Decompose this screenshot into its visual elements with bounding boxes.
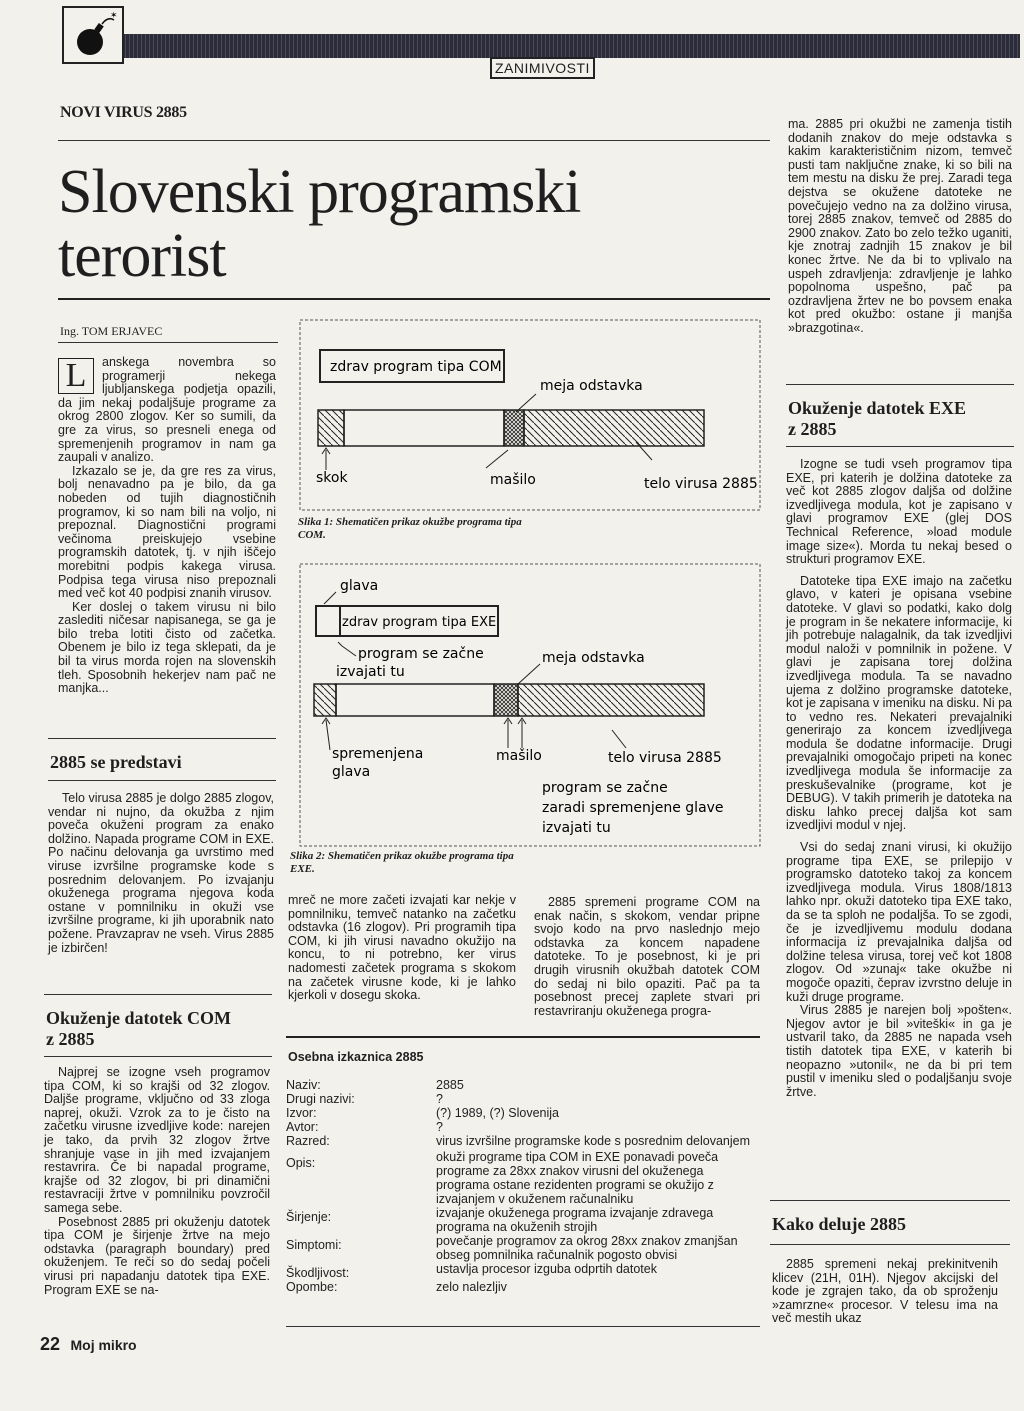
predstavi-text xyxy=(48,792,274,955)
section-tag xyxy=(490,57,595,79)
headline-line-1: Slovenski programski xyxy=(58,158,581,226)
intro-paragraph-1: anskega novembra so programerji nekega ljubljanskega podjetja opazili, da jim nekaj podaljšuje programe za okrog 2800 zlogov. Ker so sumili, da gre za virus, so presneli enega od spremenjenih programov in nam ga zaupali v analizo. xyxy=(58,355,276,465)
middle-left-text xyxy=(288,894,516,1003)
id-card-row: Škodljivost: ustavlja procesor izguba odprtih datotek xyxy=(286,1262,657,1280)
footer xyxy=(40,1334,137,1355)
okuzenje-exe-paragraph-1: Izogne se tudi vseh programov tipa EXE, pri katerih je dolžina datoteke za več kot 2885 zlogov daljša od dolžine izvedljivega modula, kot je zapisano v glavi programov EXE (glej DOS Technical Reference, »load module image size«). Morda tu nekaj besed o strukturi programov EXE. xyxy=(786,457,1012,567)
fig1-healthy-program-label: zdrav program tipa COM xyxy=(330,359,502,375)
subhead-okuzenje-exe-line-1: Okuženje datotek EXE xyxy=(788,398,967,418)
okuzenje-exe-text xyxy=(786,458,1012,1099)
id-card-row: Izvor: (?) 1989, (?) Slovenija xyxy=(286,1106,559,1120)
fig2-start-label-1: program se začne xyxy=(358,646,484,662)
figure-1-caption: Slika 1: Shematičen prikaz okužbe programa tipa COM. xyxy=(298,516,522,541)
headline xyxy=(58,160,580,288)
fig2-note-3: izvajati tu xyxy=(542,820,611,836)
okuzenje-com-paragraph-2: Posebnost 2885 pri okuženju datotek tipa COM je širjenje žrtve na mejo odstavka (paragraph boundary) pred okuženjem. Te reči so do sedaj počeli virusi pri napadanju datotek tipa EXE. Program EXE se na- xyxy=(44,1214,270,1297)
magazine-name: Moj mikro xyxy=(70,1337,137,1353)
figure-2-diagram xyxy=(296,562,764,850)
fig2-mask-block xyxy=(494,684,518,716)
kicker: NOVI VIRUS 2885 xyxy=(60,104,187,121)
intro-paragraph-2: Izkazalo se je, da gre res za virus, bolj nenavadno pa je bilo, da ga nobeden od tujih diagnostičnih programov, ki so nam bili na voljo, ni prepoznal. Diagnostični programi večinoma preiskujejo vsebine programskih datotek, tj. v njih iščejo morebitni podpis kakega virusa. Podpisa tega virusa niso prepoznali med več kot 40 podpisi znanih virusov. xyxy=(58,463,276,601)
fig2-changed-header-2: glava xyxy=(332,764,371,780)
fig2-note-2: zaradi spremenjene glave xyxy=(542,800,724,816)
fig1-jump-block xyxy=(318,410,344,446)
okuzenje-com-paragraph-1: Najprej se izogne vseh programov tipa COM, ki so krajši od 32 zlogov. Daljše programe, vključno od 33 zloga naprej, okuži. Vzrok za to je čisto na začetku virusne izvedljive kode: narejen je tako, da prvih 32 zlogov žrtve shranjuje vase in jih med izvajanjem restavrira. Če bi napadal programe, krajše od 32 zlogov, bi pri dinamični restavraciji žrtve v pomnilniku povzročil samega sebe. xyxy=(44,1065,270,1215)
fig2-header-block xyxy=(314,684,336,716)
figure-2-caption: Slika 2: Shematičen prikaz okužbe programa tipa EXE. xyxy=(290,850,514,875)
svg-text:✶: ✶ xyxy=(110,11,118,21)
fig2-program-bar xyxy=(336,684,494,716)
intro-paragraph-3: Ker doslej o takem virusu ni bilo zaslediti ničesar napisanega, se ga je bilo treba lotiti čisto od začetka. Obenem je bilo iz tega sklepati, da je bil ta virus morda rojen na slovenskih tleh. Sposobnih hekerjev nam pač ne manjka... xyxy=(58,599,276,696)
top-banner-bar xyxy=(62,34,1020,58)
col4-top-text xyxy=(788,118,1012,336)
figure-1-diagram xyxy=(296,318,764,518)
fig1-jump-label: skok xyxy=(316,470,348,486)
kako-deluje-text xyxy=(772,1258,998,1326)
subhead-okuzenje-exe xyxy=(788,398,966,440)
fig2-start-label-2: izvajati tu xyxy=(336,664,405,680)
id-card-row: Avtor: ? xyxy=(286,1120,443,1134)
dropcap-letter: L xyxy=(65,357,87,394)
id-card-row: Opombe: zelo nalezljiv xyxy=(286,1280,507,1294)
headline-line-2: terorist xyxy=(58,222,226,290)
subhead-okuzenje-com-line-2: z 2885 xyxy=(46,1029,95,1049)
id-card-row: Razred: virus izvršilne programske kode s posrednim delovanjem xyxy=(286,1134,751,1148)
fig2-boundary-label: meja odstavka xyxy=(542,650,645,666)
middle-right-paragraph: 2885 spremeni programe COM na enak način, s skokom, vendar pripne svojo kodo na prvo naslednjo mejo odstavka za koncem napadene datoteke. To je posebnost, ki je pri drugih virusnih okužbah datotek COM do sedaj ni bilo opaziti. Pač pa ta posebnost precej zaplete stvari pri restavriranju okuženega progra- xyxy=(534,895,760,1018)
logo-box xyxy=(62,6,124,64)
id-card-row: Simptomi: povečanje programov za okrog 28xx znakov zmanjšan obseg pomnilnika računalnik pogosto obvisi xyxy=(286,1234,738,1262)
col4-top-paragraph: ma. 2885 pri okužbi ne zamenja tistih dodanih znakov do meje odstavka s kakim karakterističnim nizom, temveč pusti tam naključne znake, ki so bili na tem mestu na disku že prej. Zaradi tega dejstva se okužene datoteke ne povečujejo vedno na za dolžino virusa, torej 2885 znakov, temveč od 2885 do 2900 znakov. Zato bo zelo težko uganiti, kje znotraj zadnjih 15 znakov je bil konec žrtve. Ne da bi to vplivalo na uspeh zdravljenja: zdravljenje je lahko popolnoma uspešno, pač pa ozdravljena žrtev ne bo povsem enaka kot pred okužbo: ostane ji manjša »brazgotina«. xyxy=(788,117,1012,335)
subhead-predstavi: 2885 se predstavi xyxy=(50,752,182,772)
intro-text xyxy=(58,356,276,696)
fig1-program-bar xyxy=(344,410,504,446)
okuzenje-exe-paragraph-2: Datoteke tipa EXE imajo na začetku glavo, v kateri je opisana vsebine datoteke. V glavi so podatki, kako dolg je program in še nekatere informacije, ki jih potrebuje nalagalnik, da tak izvedljivi modul naloži v pomnilnik in požene. V glavi je zapisana torej dolžina izvedljivega modula. Ta se navadno ujema z dolžino programske datoteke, kot je zapisana v imeniku na disku. Ni pa to vedno res. Nekateri prevajalniki generirajo za koncem izvedljivega modula še dodatne informacije. Drugi prevajalniki omogočajo pripeti na konec izvedljivega modula še informacije za preskuševalnike (programe, kot je DEBUG). V takih primerih je datoteka na disku lahko precej daljša kot sam izvedljivi modul v njej. xyxy=(786,573,1012,833)
kako-deluje-paragraph: 2885 spremeni nekaj prekinitvenih klicev (21H, 01H). Njegov akcijski del kode je zgrajen tako, da ob sproženju »zamrzne« procesor. V telesu ima na več mestih ukaz xyxy=(772,1257,998,1326)
fig2-header-label: glava xyxy=(340,578,379,594)
fig2-healthy-program-label: zdrav program tipa EXE xyxy=(342,615,497,630)
fig1-mask-block xyxy=(504,410,524,446)
fig1-virus-body-label: telo virusa 2885 xyxy=(644,476,758,492)
page-number: 22 xyxy=(40,1334,61,1354)
fig2-note-1: program se začne xyxy=(542,780,668,796)
fig2-mask-label: mašilo xyxy=(496,748,542,764)
subhead-okuzenje-com-line-1: Okuženje datotek COM xyxy=(46,1008,231,1028)
id-card-table xyxy=(286,1078,760,1294)
fig1-virus-body-block xyxy=(524,410,704,446)
fig1-mask-label: mašilo xyxy=(490,472,536,488)
fig2-changed-header-1: spremenjena xyxy=(332,746,424,762)
predstavi-paragraph: Telo virusa 2885 je dolgo 2885 zlogov, vendar ni nujno, da okužba z njim poveča okuženi program za enako dolžino. Napada programe COM in EXE. Po načinu delovanja ga uvrstimo med viruse izvršilne programske kode s posrednim delovanjem. Po izvajanju okuženega programa njegova koda ostane v pomnilniku in okuži vse izvršilne programe, ki jih uporabnik nato požene. Pravzaprav ne vseh. Virus 2885 je izbirčen! xyxy=(48,791,274,955)
middle-left-paragraph: mreč ne more začeti izvajati kar nekje v pomnilniku, temveč natanko na začetku odstavka (16 zlogov). Pri programih tipa COM, ki jih virusi navadno okužijo na koncu, to ni potrebno, ker virus nadomesti začetek programa s skokom na začetek virusne kode, ki je lahko kjerkoli v dosegu skoka. xyxy=(288,893,516,1003)
fig1-boundary-label: meja odstavka xyxy=(540,378,643,394)
id-card-row: Drugi nazivi: ? xyxy=(286,1092,443,1106)
section-tag-label: ZANIMIVOSTI xyxy=(495,60,590,76)
dropcap xyxy=(58,358,94,394)
subhead-okuzenje-exe-line-2: z 2885 xyxy=(788,419,837,439)
subhead-kako-deluje: Kako deluje 2885 xyxy=(772,1214,907,1234)
id-card-row: Naziv: 2885 xyxy=(286,1078,464,1092)
author-byline: Ing. TOM ERJAVEC xyxy=(60,324,163,338)
id-card-row: Širjenje: izvajanje okuženega programa izvajanje zdravega programa na okuženih strojih xyxy=(286,1206,714,1234)
fig2-virus-body-label: telo virusa 2885 xyxy=(608,750,722,766)
okuzenje-exe-paragraph-4: Virus 2885 je narejen bolj »pošten«. Njegov avtor je bil »viteški« in ga je ustvaril tako, da 2885 ne napada vseh tistih datotek tipa EXE, v katerih bi neopazno »utonil«, ne da bi pri tem pustil v imeniku sled o podaljšanju svoje žrtve. xyxy=(786,1003,1012,1099)
okuzenje-com-text xyxy=(44,1066,270,1297)
bomb-icon xyxy=(64,8,122,62)
okuzenje-exe-paragraph-3: Vsi do sedaj znani virusi, ki okužijo programe tipa EXE, se prilepijo v programsko datoteko takoj za koncem izvedljivega modula. Virus 1808/1813 lahko npr. okuži datoteko tipa EXE tako, da se ta sploh ne podaljša. To se zgodi, če je izvedljivemu modulu dodana informacija iz prevajalnika daljša od dolžine telesa virusa, torej več kot 1808 zlogov. Od »zunaj« take okužbe ni mogoče opaziti, čeprav izvrstno deluje in kuži druge programe. xyxy=(786,840,1012,1004)
middle-right-text xyxy=(534,896,760,1018)
id-card-row: Opis: okuži programe tipa COM in EXE ponavadi poveča programe za 28xx znakov virusni del okuženega programa ostane rezidenten programi se okužijo z izvajanjem v okuženem računalniku xyxy=(286,1150,719,1206)
id-card-title: Osebna izkaznica 2885 xyxy=(288,1050,424,1064)
subhead-okuzenje-com xyxy=(46,1008,231,1050)
fig2-virus-body-block xyxy=(518,684,704,716)
